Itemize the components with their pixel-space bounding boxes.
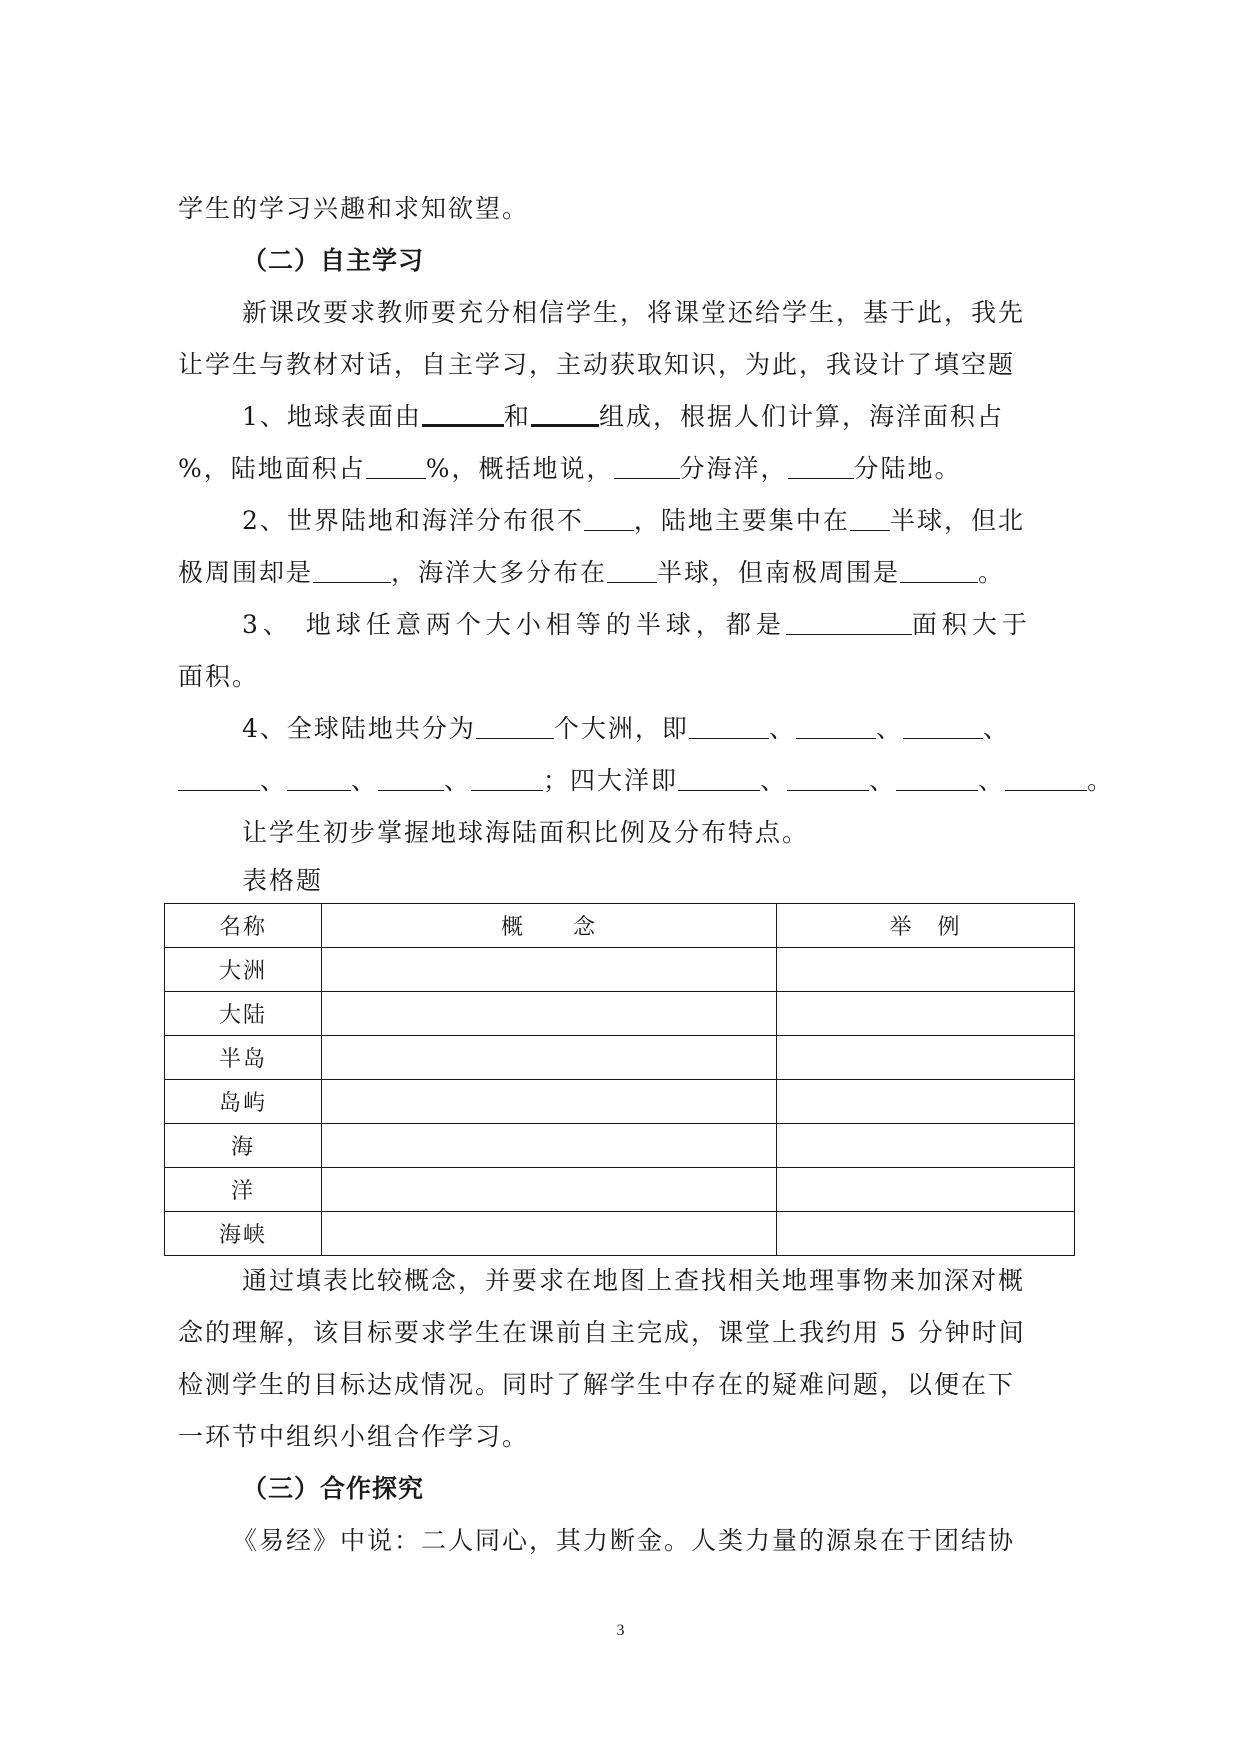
separator: 、 [978,766,1006,795]
question-text: ；四大洋即 [543,766,679,795]
table-cell-term: 洋 [165,1168,322,1212]
table-cell-concept[interactable] [322,948,777,992]
question-text: 组成，根据人们计算，海洋面积占 [598,402,1004,431]
fill-blank[interactable] [366,454,426,479]
question-3-line-1 [242,608,1092,642]
table-cell-example[interactable] [777,1168,1075,1212]
page-number: 3 [616,1622,625,1639]
table-cell-example[interactable] [777,1080,1075,1124]
paragraph-line: 让学生初步掌握地球海陆面积比例及分布特点。 [242,818,810,847]
fill-blank[interactable] [378,766,444,791]
question-text: 2、世界陆地和海洋分布很不 [242,506,584,535]
question-1-line-2 [178,452,1078,486]
table-cell-term: 海 [165,1124,322,1168]
fill-blank[interactable] [900,558,978,583]
question-text: 极周围却是 [178,558,314,587]
paragraph-line: 检测学生的目标达成情况。同时了解学生中存在的疑难问题，以便在下 [178,1370,1016,1399]
fill-blank[interactable] [422,400,504,427]
table-cell-term: 海峡 [165,1212,322,1256]
table-cell-example[interactable] [777,1036,1075,1080]
fill-blank[interactable] [476,714,554,739]
paragraph-line: 通过填表比较概念，并要求在地图上查找相关地理事物来加深对概 [242,1266,1026,1295]
question-text: 4、全球陆地共分为 [242,714,476,743]
separator: 、 [760,766,788,795]
question-text: %，陆地面积占 [178,454,366,483]
separator: 、 [351,766,379,795]
paragraph-line: 念的理解，该目标要求学生在课前自主完成，课堂上我约用 5 分钟时间 [178,1318,1026,1347]
table-cell-concept[interactable] [322,1124,777,1168]
paragraph-line: 让学生与教材对话，自主学习，主动获取知识，为此，我设计了填空题 [178,350,1016,379]
question-text: 个大洲，即 [553,714,689,743]
table-header-row [165,904,1075,948]
question-2-line-1 [242,504,1092,538]
table-row [165,1212,1075,1256]
fill-blank[interactable] [1005,766,1087,791]
question-3-line-2: 面积。 [178,662,260,691]
fill-blank[interactable] [584,506,634,531]
question-text: ，陆地主要集中在 [633,506,850,535]
fill-blank[interactable] [313,558,391,583]
table-cell-term: 大陆 [165,992,322,1036]
question-4-line-2 [178,764,1178,798]
table-cell-example[interactable] [777,992,1075,1036]
fill-blank[interactable] [903,714,983,739]
fill-blank[interactable] [786,610,912,635]
separator: 、 [260,766,288,795]
fill-blank[interactable] [850,506,890,531]
question-text: %，概括地说， [425,454,614,483]
question-2-line-2 [178,556,1078,590]
separator: 、 [869,766,897,795]
fill-blank[interactable] [531,400,599,427]
table-row [165,1168,1075,1212]
table-header-concept: 概 念 [322,904,777,948]
table-cell-example[interactable] [777,1124,1075,1168]
table-row [165,992,1075,1036]
fill-blank[interactable] [471,766,543,791]
separator: 、 [875,714,903,743]
table-cell-example[interactable] [777,1212,1075,1256]
question-text: 半球，但北 [889,506,1025,535]
question-text: ，海洋大多分布在 [391,558,608,587]
table-cell-concept[interactable] [322,1212,777,1256]
table-cell-concept[interactable] [322,1036,777,1080]
table-row [165,1124,1075,1168]
question-text: 。 [978,558,1006,587]
table-cell-term: 大洲 [165,948,322,992]
paragraph-line: 《易经》中说：二人同心，其力断金。人类力量的源泉在于团结协 [232,1526,1016,1555]
fill-blank[interactable] [607,558,657,583]
table-cell-example[interactable] [777,948,1075,992]
question-text: 分陆地。 [853,454,962,483]
question-text: 面积大于 [911,610,1032,639]
fill-blank[interactable] [689,714,769,739]
separator: 、 [768,714,796,743]
fill-blank[interactable] [787,766,869,791]
section-heading-self-study: （二）自主学习 [242,246,425,275]
question-1-line-1 [242,400,1092,434]
fill-blank[interactable] [788,454,854,479]
table-row [165,1036,1075,1080]
question-text: 分海洋， [679,454,788,483]
paragraph-line: 新课改要求教师要充分相信学生，将课堂还给学生，基于此，我先 [242,298,1026,327]
separator: 。 [1087,766,1115,795]
fill-blank[interactable] [287,766,351,791]
fill-blank[interactable] [796,714,876,739]
separator: 、 [444,766,472,795]
fill-blank[interactable] [614,454,680,479]
concept-table [164,903,1075,1256]
paragraph-line: 学生的学习兴趣和求知欲望。 [178,194,530,223]
table-cell-concept[interactable] [322,1168,777,1212]
table-header-example: 举 例 [777,904,1075,948]
fill-blank[interactable] [678,766,760,791]
separator: 、 [982,714,1010,743]
paragraph-line: 一环节中组织小组合作学习。 [178,1422,530,1451]
table-cell-concept[interactable] [322,1080,777,1124]
fill-blank[interactable] [896,766,978,791]
question-text: 1、地球表面由 [242,402,422,431]
question-text: 半球，但南极周围是 [657,558,901,587]
question-4-line-1 [242,712,1092,746]
table-cell-concept[interactable] [322,992,777,1036]
table-row [165,948,1075,992]
question-text: 3、 地球任意两个大小相等的半球，都是 [242,610,786,639]
table-label: 表格题 [242,866,324,895]
section-heading-cooperative-inquiry: （三）合作探究 [242,1474,425,1503]
table-cell-term: 岛屿 [165,1080,322,1124]
table-cell-term: 半岛 [165,1036,322,1080]
table-row [165,1080,1075,1124]
question-text: 和 [503,402,531,431]
fill-blank[interactable] [178,766,260,791]
table-header-name: 名称 [165,904,322,948]
